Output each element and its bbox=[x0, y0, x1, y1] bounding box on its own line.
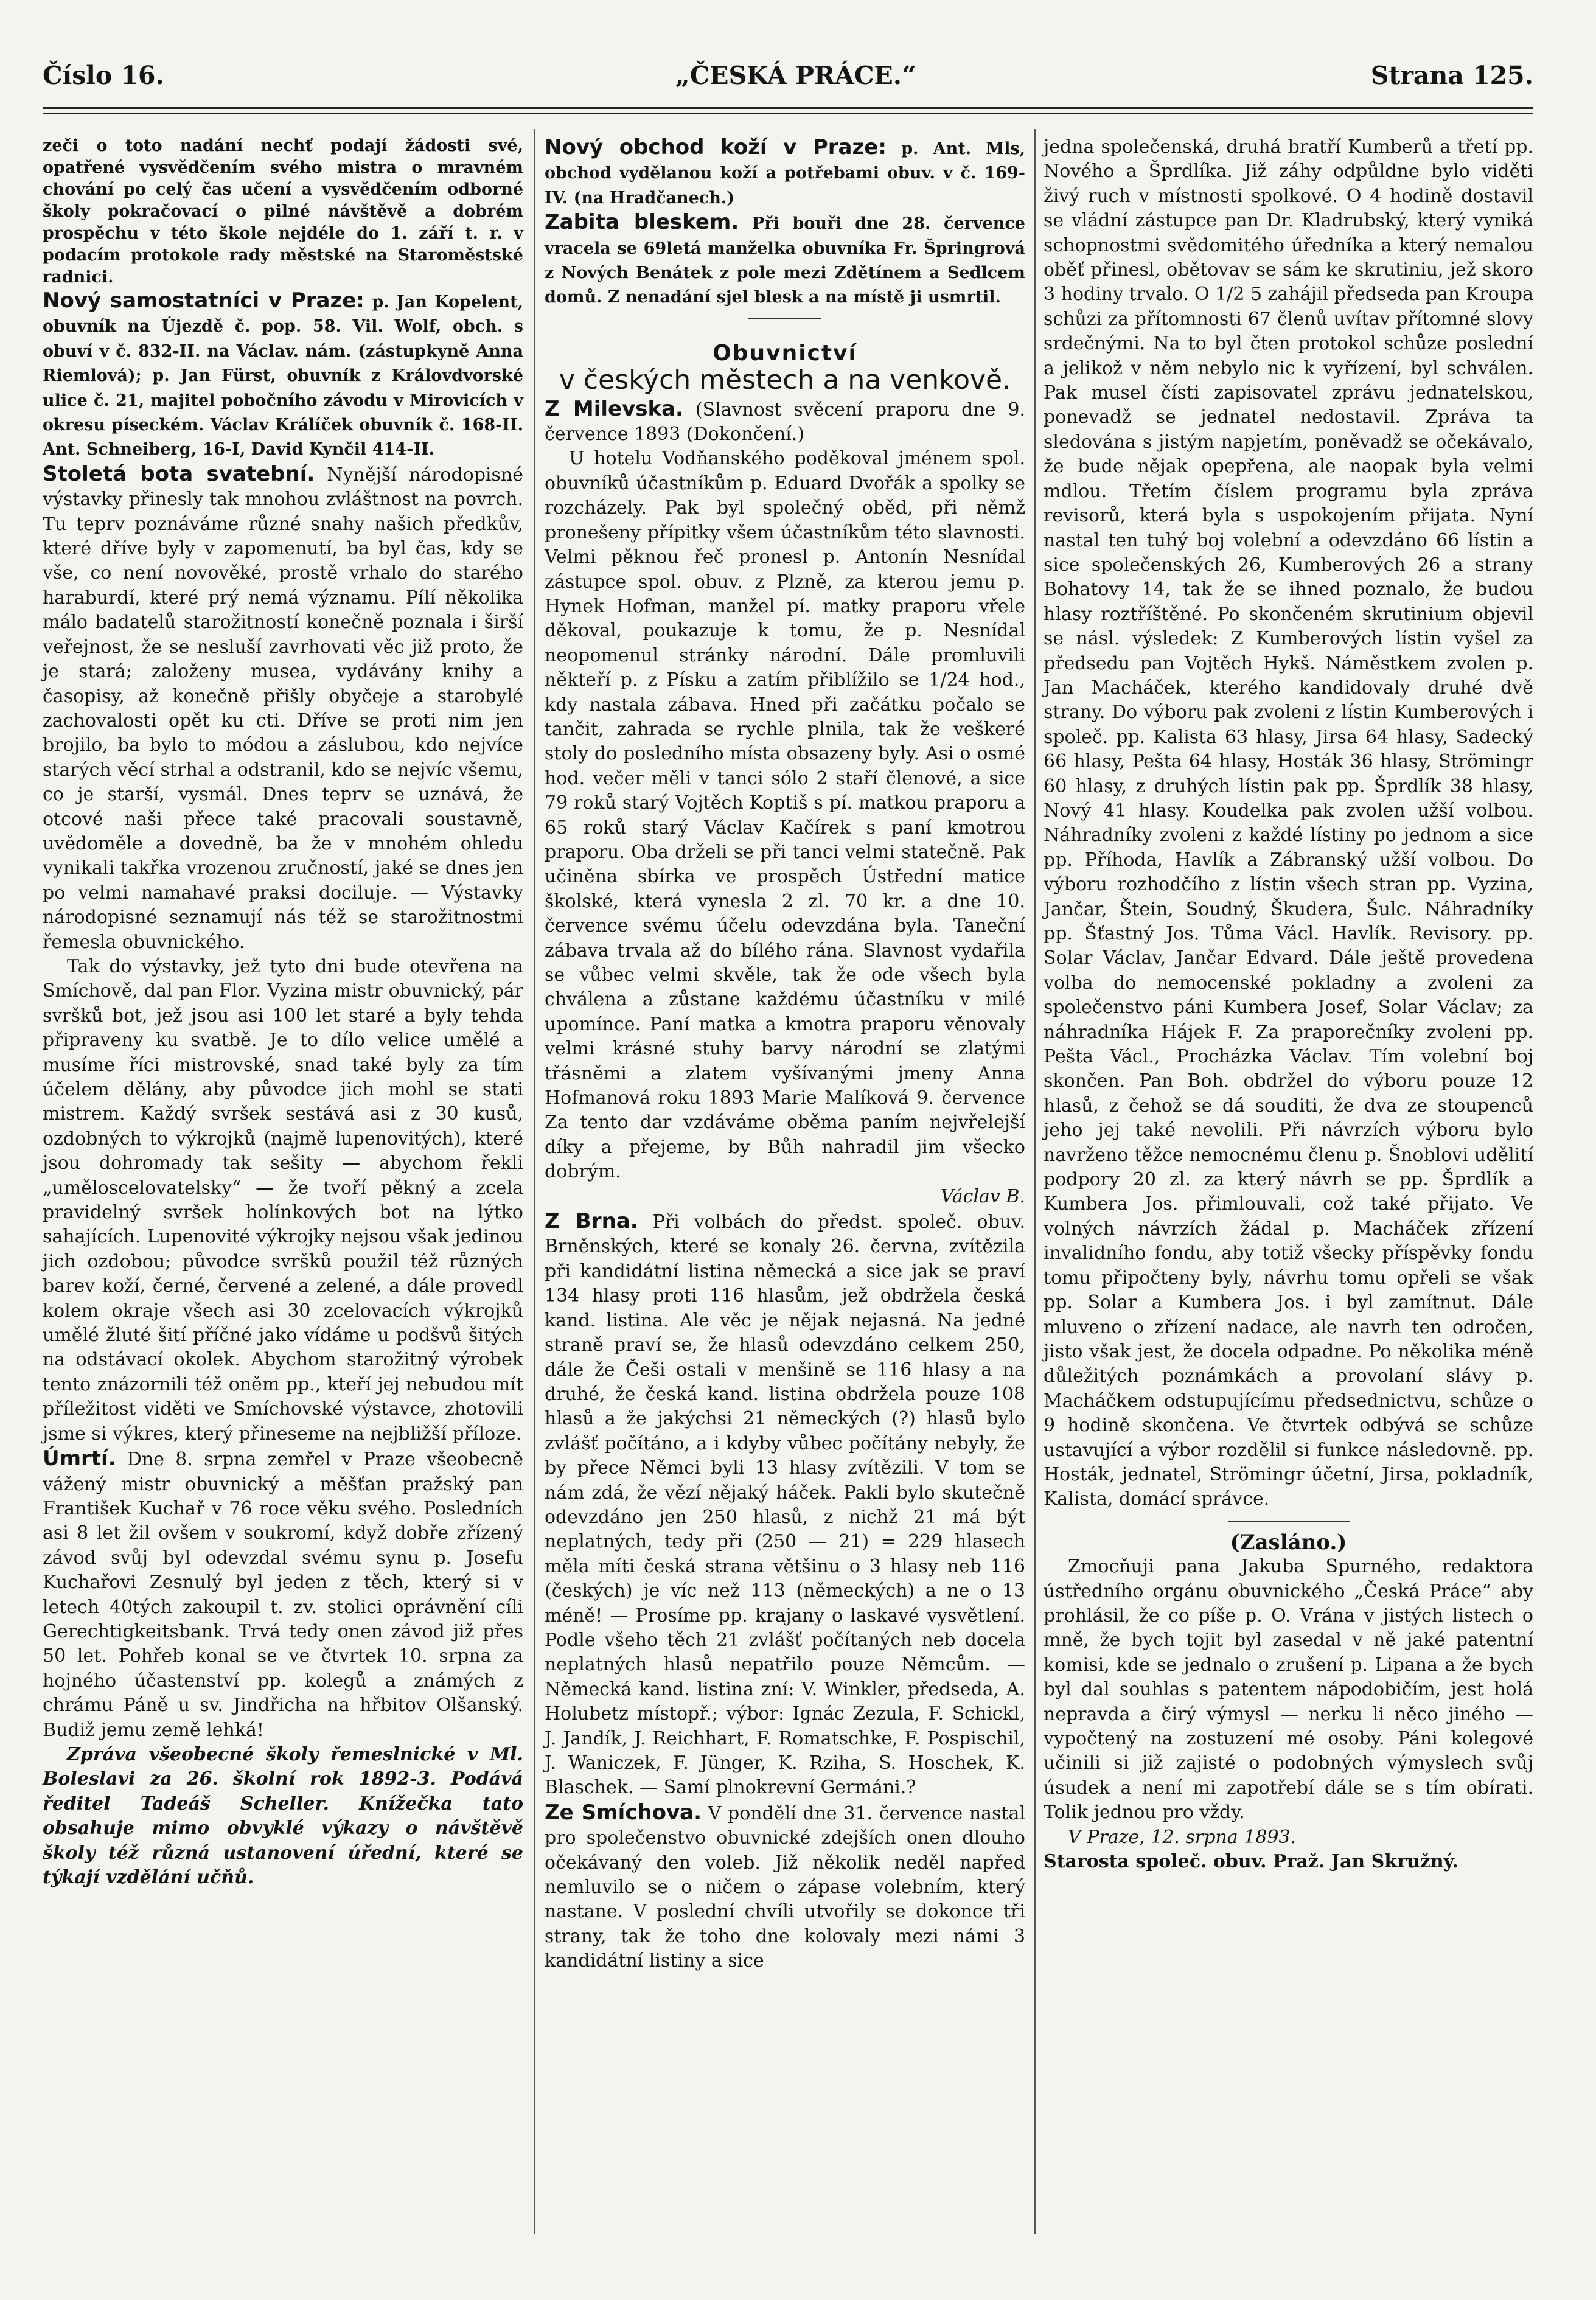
article-heading: Zabita bleskem. bbox=[545, 210, 739, 235]
column-divider-1 bbox=[534, 129, 535, 2234]
page-number: Strana 125. bbox=[1370, 61, 1533, 90]
section-title bbox=[545, 340, 1025, 396]
article-heading: Stoletá bota svatební. bbox=[43, 461, 315, 486]
article-heading: Z Brna. bbox=[545, 1209, 638, 1234]
section-rule bbox=[748, 318, 821, 319]
article-text: Tak do výstavky, jež tyto dni bude otevřena na Smíchově, dal pan Flor. Vyzina mistr obuvnický, pár svršků bot, jež jsou asi 100 let staré a byly tehda připraveny ku svatbě. Je to dílo velice umělé a musíme říci mistrovské, snad také byly za tím účelem dělány, aby původce jich mohl se stati mistrem. Každý svršek sestává asi z 30 kusů, ozdobných to výkrojků (najmě lupenovitých), které jsou dohromady tak sešity — abychom řekli „uměloscelovatelsky“ — že tvoří pěkný a zcela pravidelný svršek holínkových bot na lýtko sahajících. Lupenovité výkrojky nejsou však jedinou jich ozdobou; původce svršků použil též různých barev koží, černé, červené a zelené, a dále provedl kolem okraje všech asi 30 zcelovacích výkrojků umělé žluté šití příčné jako vídáme u podšvů šitých na odstávací okolek. Abychom starožitný výrobek tento znázornili též oněm pp., kteří jej nebudou mít příležitost viděti ve Smíchovské výstavce, zhotovili jsme si výkres, který přineseme na nejbližší příloze. bbox=[43, 955, 523, 1444]
section-rule bbox=[1228, 1521, 1350, 1522]
article-heading: Úmrtí. bbox=[43, 1446, 116, 1471]
article-text: Nynější národopisné výstavky přinesly tak mnohou zvláštnost na povrch. Tu teprv poznáváme různé snahy našich předkův, které dříve byly v zapomenutí, ba byl čas, kdy se vše, co není novověké, prostě vrhalo do starého haraburdí, které prý nemá významu. Pílí několika málo badatelů starožitností konečně poznala i širší veřejnost, že se nesluší zavrhovati věc již proto, že je stará; založeny musea, vydávány knihy a časopisy, až konečně přišly obyčeje a starobylé zachovalosti opět ku cti. Dříve se proti nim jen brojilo, ba bylo to módou a záslubou, kdo nejvíce starých věcí strhal a odstranil, kdo se nejvíc všemu, co je starší, vysmál. Dnes teprv se uznává, že otcové naši přece také pracovali soustavně, uvědoměle a dovedně, ba že v mnohém ohledu vynikali takřka vrozenou zručností, jaké se dnes jen po velmi namahavé praksi dociluje. — Výstavky národopisné seznamují nás též se starožitnostmi řemesla obuvnického. bbox=[43, 464, 523, 953]
article-school-report: Zpráva všeobecné školy řemeslnické v Ml. Boleslavi za 26. školní rok 1892-3. Podává ředitel Tadeáš Scheller. Knížečka tato obsahuje mimo obvyklé výkazy o návštěvě školy též různá ustanovení úřední, které se týkají vzdělání učňů. bbox=[43, 1743, 523, 1888]
article-text: zeči o toto nadání nechť podají žádosti své, opatřené vysvědčením svého mistra o mravném chování po celý čas učení a vysvědčením odborné školy pokračovací o pilné návštěvě a dobrém prospěchu v této škole nejdéle do 1. září t. r. v podacím protokole rady městské na Staroměstské radnici. bbox=[43, 136, 523, 287]
article-brno bbox=[545, 1209, 1025, 1800]
header-rule-thin bbox=[43, 113, 1533, 114]
article-text: Při bouři dne 28. července vracela se 69letá manželka obuvníka Fr. Špringrová z Nových Benátek z pole mezi Zdětínem a Sedlcem domů. Z nenadání sjel blesk a na místě ji usmrtil. bbox=[545, 214, 1025, 307]
newspaper-title: „ČESKÁ PRÁCE.“ bbox=[675, 61, 916, 90]
zaslano-date: V Praze, 12. srpna 1893. bbox=[1068, 1826, 1297, 1848]
article-lightning bbox=[545, 210, 1025, 310]
section-title-line-2: v českých městech a na venkově. bbox=[559, 364, 1011, 396]
article-milevsko bbox=[545, 397, 1025, 447]
article-text: Dne 8. srpna zemřel v Praze všeobecně vážený mistr obuvnický a měšťan pražský pan František Kuchař v 76 roce věku svého. Posledních asi 8 let žil ovšem v soukromí, když dobře zřízený závod svůj byl odevzdal svému synu p. Josefu Kuchařovi Zesnulý byl jeden z těch, který si v letech 40tých zakoupil t. zv. stolici oprávnění cíli Gerechtigkeitsbank. Trvá tedy onen závod již přes 50 let. Pohřeb konal se ve čtvrtek 10. srpna za hojného účastenství pp. kolegů a známých z chrámu Páně u sv. Jindřicha na hřbitov Olšanský. Budiž jemu země lehká! bbox=[43, 1449, 523, 1741]
article-smichov bbox=[545, 1800, 1025, 1974]
header-rule bbox=[43, 107, 1533, 109]
zaslano-text: Zmocňuji pana Jakuba Spurného, redaktora ústředního orgánu obuvnického „Česká Práce“ aby prohlásil, že co píše p. O. Vrána v jistých listech o mně, že bych tojit byl zasedal v ně jaké patentní komisi, kde se jednalo o zrušení p. Lipana a že bych byl dal souhlas s patentem nápodobičím, jest holá nepravda a čirý výmysl — nerku li něco jiného — vypočtený na zostuzení mé osoby. Páni kolegové učinili si již zajisté o podobných výmyslech svůj úsudek a není mi zapotřebí dále se s tím obírati. Tolik jednou pro vždy. bbox=[1044, 1556, 1533, 1824]
article-heading: Z Milevska. bbox=[545, 396, 683, 421]
article-heading: Nový obchod koží v Praze: bbox=[545, 135, 887, 159]
column-divider-2 bbox=[1034, 129, 1036, 2234]
article-new-businesses bbox=[43, 288, 523, 462]
article-wedding-boot bbox=[43, 462, 523, 955]
article-text: Při volbách do předst. společ. obuv. Brněnských, které se konaly 26. června, zvítězila při kandidátní listina německá a sice jak se praví 134 hlasy proti 116 hlasům, jež obdržela česká kand. listina. Ale věc je nějak nejasná. Na jedné straně praví se, že hlasů odevzdáno celkem 250, dále že Češi ostali v menšině se 116 hlasy a na druhé, že česká kand. listina obdržela pouze 108 hlasů a že jakýchsi 21 německých (?) hlasů bylo zvlášť počítáno, a i kdyby vůbec počítány nebyly, že by přece Němci byli 13 hlasy zvítězili. V tom se nám zdá, že vězí nějaký háček. Pakli bylo skutečně odevzdáno jen 250 hlasů, z nichž 21 má být neplatných, tedy při (250 — 21) = 229 hlasech měla míti česká strana většinu o 3 hlasy neb 116 (českých) je víc než 113 (německých) a ne o 13 méně! — Prosíme pp. krajany o laskavé vysvětlení. Podle všeho těch 21 zvlášť počítaných neb docela neplatných hlasů nepatřilo pouze Němcům. — Německá kand. listina zní: V. Winkler, předseda, A. Holubetz místopř.; výbor: Ignác Zezula, F. Schickl, J. Jandík, J. Reichhart, F. Romatschke, F. Pospischil, J. Waniczek, F. Jünger, K. Rziha, S. Hoschek, K. Blaschek. — Samí plnokrevní Germáni.? bbox=[545, 1211, 1025, 1799]
section-title-line-1: Obuvnictví bbox=[713, 340, 857, 366]
article-leather-shop bbox=[545, 135, 1025, 210]
page-header bbox=[43, 61, 1533, 97]
article-text: jedna společenská, druhá bratří Kumberů a třetí pp. Nového a Šprdlíka. Již záhy odpůldne bylo viděti živý ruch v místnosti spolkové. O 4 hodině dostavil se vládní zástupce pan Dr. Kladrubský, který vyniká schopnostmi svědomitého úředníka a který nemalou oběť přinesl, obětovav se sám ke skrutiniu, jež skoro 3 hodiny trvalo. O 1/2 5 zahájil předseda pan Kroupa schůzi za přítomnosti 67 členů uvítav přítomné slovy srdečnými. Na to byl čten protokol schůze poslední a jelikož v něm nebylo nic k vyřízení, byl schválen. Pak musel čísti zapisovatel zprávu jednatelskou, ponevadž se jednatel nedostavil. Zpráva ta sledována s jistým napjetím, poněvadž se očekávalo, že bude nějak opepřena, ale naopak byla velmi mdlou. Třetím číslem programu byla zpráva revisorů, která byla s uspokojením přijata. Nyní nastal ten tuhý boj volební a odevzdáno 66 lístin a sice společenských 26, Kumberových 26 a strany Bohatovy 14, tak že se ihned poznalo, že budou hlasy roztříštěné. Po skončeném skrutinium objevil se násl. výsledek: Z Kumberových lístin vyšel za předsedu pan Vojtěch Hykš. Náměstkem zvolen p. Jan Macháček, kterého kandidovaly druhé dvě strany. Do výboru pak zvoleni z lístin Kumberových i společ. pp. Kalista 63 hlasy, Jirsa 64 hlasy, Sadecký 66 hlasy, Pešta 64 hlasy, Hosták 36 hlasy, Strömingr 60 hlasy, z druhých lístin pak pp. Šprdlík 38 hlasy, Nový 41 hlasy. Koudelka pak zvolen užší volbou. Náhradníky zvoleni z každé lístiny po jednom a sice pp. Příhoda, Havlík a Zábranský užší volbou. Do výboru rozhodčího z lístin všech stran pp. Vyzina, Jančar, Štein, Soudný, Škudera, Šulc. Náhradníky pp. Šťastný Jos. Tůma Václ. Havlík. Revisory. pp. Solar Václav, Jančar Edvard. Dále ještě provedena volba do nemocenské pokladny a zvoleni za společenstvo páni Kumbera Josef, Solar Václav; za náhradníka Hájek F. Za praporečníky zvoleni pp. Pešta Václ., Procházka Václav. Tím volební boj skončen. Pan Boh. obdržel do výboru pouze 12 hlasů, z čehož se dá souditi, že dva ze stoupenců jeho jej také nevolili. Při návrzích výboru bylo navrženo těžce nemocnému členu p. Šnoblovi udělití podpory 20 zl. za který návrh se pp. Šprdlík a Kumbera Jos. přimlouvali, což také přijato. Ve volných návrzích žádal p. Macháček zřízení invalidního fondu, aby totiž všecky příspěvky fondu tomu připočteny byly, návrhu tomu opřeli se však pp. Solar a Kumbera Jos. i byl zamítnut. Dále mluveno o zřízení nadace, ale navrh ten odročen, jisto však jest, že docela odpadne. Po několika méně důležitých poznámkách a provolaní slávy p. Macháčkem odstupujícímu předsednictvu, schůze o 9 hodině skončena. Ve čtvrtek odbývá se schůze ustavující a výbor rozdělil si funkce následovně. pp. Hosták, jednatel, Strömingr účetní, Jirsa, pokladník, Kalista, domácí správce. bbox=[1044, 136, 1533, 1510]
article-signature: Václav B. bbox=[940, 1185, 1025, 1207]
column-3 bbox=[1044, 135, 1533, 1874]
article-text: (Slavnost svěcení praporu dne 9. července 1893 (Dokončení.) bbox=[545, 399, 1025, 445]
article-text: p. Jan Kopelent, obuvník na Újezdě č. pop. 58. Vil. Wolf, obch. s obuví v č. 832-II. na Václav. nám. (zástupkyně Anna Riemlová); p. Jan Fürst, obuvník z Královdvorské ulice č. 21, majitel pobočního závodu v Mirovicích v okresu píseckém. Václav Králíček obuvník č. 168-II. Ant. Schneiberg, 16-I, David Kynčil 414-II. bbox=[43, 293, 523, 459]
article-heading: Nový samostatníci v Praze: bbox=[43, 288, 364, 313]
zaslano-signature: Starosta společ. obuv. Praž. Jan Skružný. bbox=[1044, 1851, 1458, 1873]
issue-number: Číslo 16. bbox=[43, 61, 164, 90]
zaslano-heading: (Zasláno.) bbox=[1230, 1530, 1347, 1555]
column-2 bbox=[545, 135, 1025, 1974]
article-death bbox=[43, 1446, 523, 1743]
column-1 bbox=[43, 135, 523, 1890]
article-text: p. Ant. Mls, obchod vydělanou koží a potřebami obuv. v č. 169-IV. (na Hradčanech.) bbox=[545, 139, 1025, 207]
article-text: U hotelu Vodňanského poděkoval jménem spol. obuvníků účastníkům p. Eduard Dvořák a spolky se rozcházely. Pak byl společný oběd, při němž pronešeny přípitky všem účastníkům této slavnosti. Velmi pěknou řeč pronesl p. Antonín Nesnídal zástupce spol. obuv. z Plzně, za kterou jemu p. Hynek Hofman, manžel pí. matky praporu vřele děkoval, poukazuje k tomu, že p. Nesnídal neopomenul stránky národní. Dále promluvili někteří p. z Písku a zatím přiblížilo se 1/24 hod., kdy nastala zábava. Hned při začátku počalo se tančit, zahrada se rychle plnila, tak že veškeré stoly do posledního místa obsazeny byly. Asi o osmé hod. večer měli v tanci sólo 2 staří členové, a sice 79 roků starý Vojtěch Koptiš s pí. matkou praporu a 65 roků starý Václav Kačírek s paní kmotrou praporu. Oba drželi se při tanci velmi statečně. Pak učiněna sbírka ve prospěch Ústřední matice školské, která vynesla 2 zl. 70 kr. a dne 10. července svému účelu odevzdána byla. Taneční zábava trvala až do bílého rána. Slavnost vydařila se vůbec velmi skvěle, tak že ode všech byla chválena a zůstane každému účastníku v milé upomínce. Paní matka a kmotra praporu věnovaly velmi krásné stuhy barvy národní se zlatými třásněmi a zlatem vyšívanými jmeny Anna Hofmanová roku 1893 Marie Malíková 9. července Za tento dar vzdáváme oběma paním nejvřelejší díky a přejeme, by Bůh nahradil jim všecko dobrým. bbox=[545, 448, 1025, 1183]
article-heading: Ze Smíchova. bbox=[545, 1800, 702, 1825]
article-text: V pondělí dne 31. července nastal pro společenstvo obuvnické zdejších onen dlouho očekávaný den voleb. Již několik neděl napřed nemluvilo se o ničem o zápase volebním, který nastane. V poslední chvíli utvořily se dokonce tři strany, tak že toho dne kolovaly mezi námi 3 kandidátní listiny a sice bbox=[545, 1802, 1026, 1972]
